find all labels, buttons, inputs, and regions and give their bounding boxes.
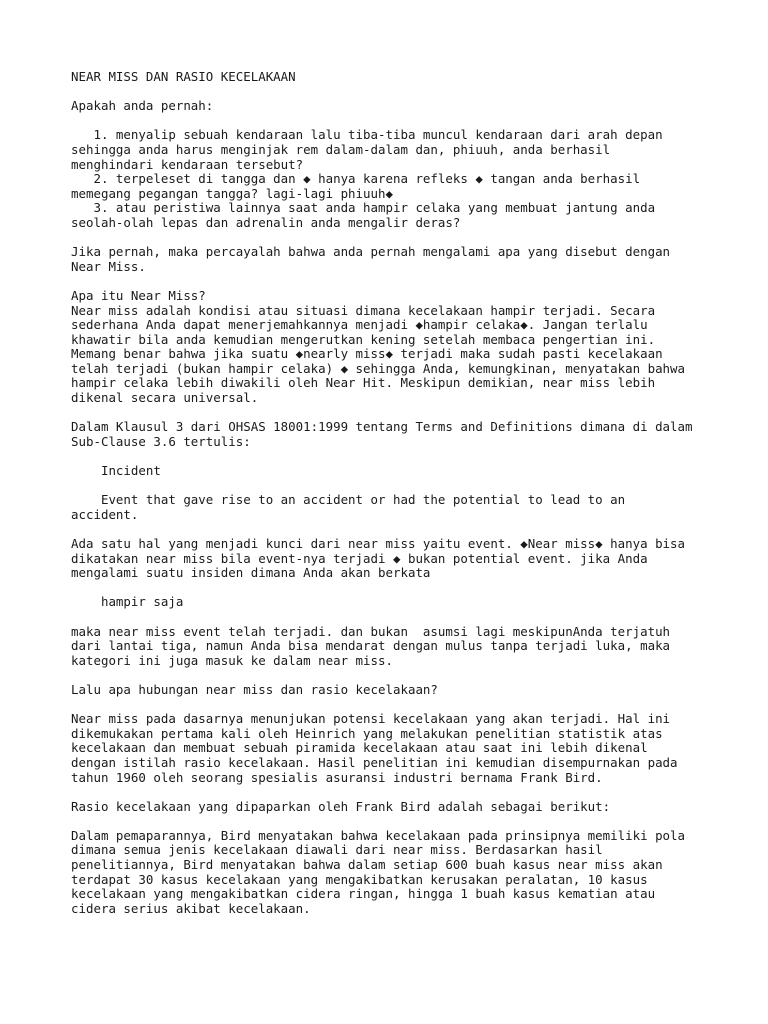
blank-line xyxy=(71,449,761,464)
paragraph-line: Memang benar bahwa jika suatu ◆nearly miss◆ terjadi maka sudah pasti kecelakaan xyxy=(71,346,663,362)
paragraph-heinrich xyxy=(71,712,761,785)
blank-line xyxy=(71,668,761,683)
paragraph-line: Apa itu Near Miss? xyxy=(71,287,206,303)
paragraph-line: dengan istilah rasio kecelakaan. Hasil penelitian ini kemudian disempurnakan pada xyxy=(71,754,678,770)
question-hubungan: Lalu apa hubungan near miss dan rasio kecelakaan? xyxy=(71,681,438,697)
blank-line xyxy=(71,522,761,537)
paragraph-line: kategori ini juga masuk ke dalam near miss. xyxy=(71,652,393,668)
paragraph-line: maka near miss event telah terjadi. dan bukan asumsi lagi meskipunAnda terjatuh xyxy=(71,623,671,639)
list-item xyxy=(71,128,761,172)
blank-line xyxy=(71,231,761,246)
paragraph-line: kecelakaan yang mengakibatkan cidera ringan, hingga 1 buah kasus kematian atau xyxy=(71,886,656,902)
paragraph-rasio: Rasio kecelakaan yang dipaparkan oleh Frank Bird adalah sebagai berikut: xyxy=(71,798,611,814)
paragraph-line: Ada satu hal yang menjadi kunci dari near miss yaitu event. ◆Near miss◆ hanya bisa xyxy=(71,536,686,551)
paragraph-maka xyxy=(71,625,761,669)
paragraph-line: kecelakaan dan membuat sebuah piramida kecelakaan atau saat ini lebih dikenal xyxy=(71,740,648,756)
blank-line xyxy=(71,274,761,289)
blank-line xyxy=(71,785,761,800)
paragraph-line: Dalam Klausul 3 dari OHSAS 18001:1999 tentang Terms and Definitions dimana di dalam xyxy=(71,419,693,435)
list-item-line: menghindari kendaraan tersebut? xyxy=(71,156,304,172)
list-item-line: 3. atau peristiwa lainnya saat anda hampir celaka yang membuat jantung anda xyxy=(71,200,656,216)
paragraph-klausul xyxy=(71,420,761,449)
list-item-line: memegang pegangan tangga? lagi-lagi phiuuh◆ xyxy=(71,185,393,201)
paragraph-line: Dalam pemaparannya, Bird menyatakan bahwa kecelakaan pada prinsipnya memiliki pola xyxy=(71,827,686,843)
blank-line xyxy=(71,114,761,129)
paragraph-line: mengalami suatu insiden dimana Anda akan berkata xyxy=(71,565,431,581)
paragraph-line: dikemukakan pertama kali oleh Heinrich yang melakukan penelitian statistik atas xyxy=(71,725,663,741)
quote-definition xyxy=(71,493,761,522)
paragraph-line: hampir celaka lebih diwakili oleh Near Hit. Meskipun demikian, near miss lebih xyxy=(71,375,656,391)
paragraph-line: Near miss adalah kondisi atau situasi dimana kecelakaan hampir terjadi. Secara xyxy=(71,302,656,318)
paragraph-line: Jika pernah, maka percayalah bahwa anda pernah mengalami apa yang disebut dengan xyxy=(71,244,671,260)
intro-question: Apakah anda pernah: xyxy=(71,98,214,114)
blank-line xyxy=(71,610,761,625)
numbered-list xyxy=(71,128,761,230)
blank-line xyxy=(71,814,761,829)
blank-line xyxy=(71,581,761,596)
paragraph-bird xyxy=(71,829,761,917)
blank-line xyxy=(71,698,761,713)
paragraph-line: Event that gave rise to an accident or had the potential to lead to an xyxy=(71,492,626,508)
paragraph-line: sederhana Anda dapat menerjemahkannya menjadi ◆hampir celaka◆. Jangan terlalu xyxy=(71,317,648,333)
paragraph-line: dikenal secara universal. xyxy=(71,390,259,406)
paragraph-line: dari lantai tiga, namun Anda bisa mendarat dengan mulus tanpa terjadi luka, maka xyxy=(71,638,671,654)
paragraph-line: Near miss pada dasarnya menunjukan potensi kecelakaan yang akan terjadi. Hal ini xyxy=(71,711,671,727)
blank-line xyxy=(71,406,761,421)
paragraph-line: khawatir bila anda kemudian mengerutkan kening setelah membaca pengertian ini. xyxy=(71,331,656,347)
paragraph-line: accident. xyxy=(71,506,139,522)
quote-term: Incident xyxy=(71,463,161,479)
paragraph-jika xyxy=(71,245,761,274)
paragraph-line: terdapat 30 kasus kecelakaan yang mengakibatkan kerusakan peralatan, 10 kasus xyxy=(71,871,648,887)
paragraph-line: tahun 1960 oleh seorang spesialis asuransi industri bernama Frank Bird. xyxy=(71,769,603,785)
document-title: NEAR MISS DAN RASIO KECELAKAAN xyxy=(71,69,296,84)
paragraph-line: Sub-Clause 3.6 tertulis: xyxy=(71,433,251,449)
paragraph-line: dimana semua jenis kecelakaan diawali dari near miss. Berdasarkan hasil xyxy=(71,842,603,858)
paragraph-apa-itu xyxy=(71,289,761,406)
blank-line xyxy=(71,85,761,100)
paragraph-line: cidera serius akibat kecelakaan. xyxy=(71,900,311,916)
paragraph-line: penelitiannya, Bird menyatakan bahwa dalam setiap 600 buah kasus near miss akan xyxy=(71,857,663,873)
list-item-line: 2. terpeleset di tangga dan ◆ hanya karena refleks ◆ tangan anda berhasil xyxy=(71,171,641,187)
document-page xyxy=(71,70,761,916)
blank-line xyxy=(71,479,761,494)
paragraph-line: dikatakan near miss bila event-nya terjadi ◆ bukan potential event. jika Anda xyxy=(71,550,648,566)
paragraph-kunci xyxy=(71,537,761,581)
list-item-line: 1. menyalip sebuah kendaraan lalu tiba-tiba muncul kendaraan dari arah depan xyxy=(71,127,663,143)
paragraph-line: Near Miss. xyxy=(71,258,146,274)
list-item-line: seolah-olah lepas dan adrenalin anda mengalir deras? xyxy=(71,214,461,230)
paragraph-line: telah terjadi (bukan hampir celaka) ◆ sehingga Anda, kemungkinan, menyatakan bahwa xyxy=(71,360,686,376)
list-item xyxy=(71,172,761,201)
list-item xyxy=(71,201,761,230)
quote-hampir-saja: hampir saja xyxy=(71,594,184,610)
list-item-line: sehingga anda harus menginjak rem dalam-dalam dan, phiuuh, anda berhasil xyxy=(71,141,611,157)
